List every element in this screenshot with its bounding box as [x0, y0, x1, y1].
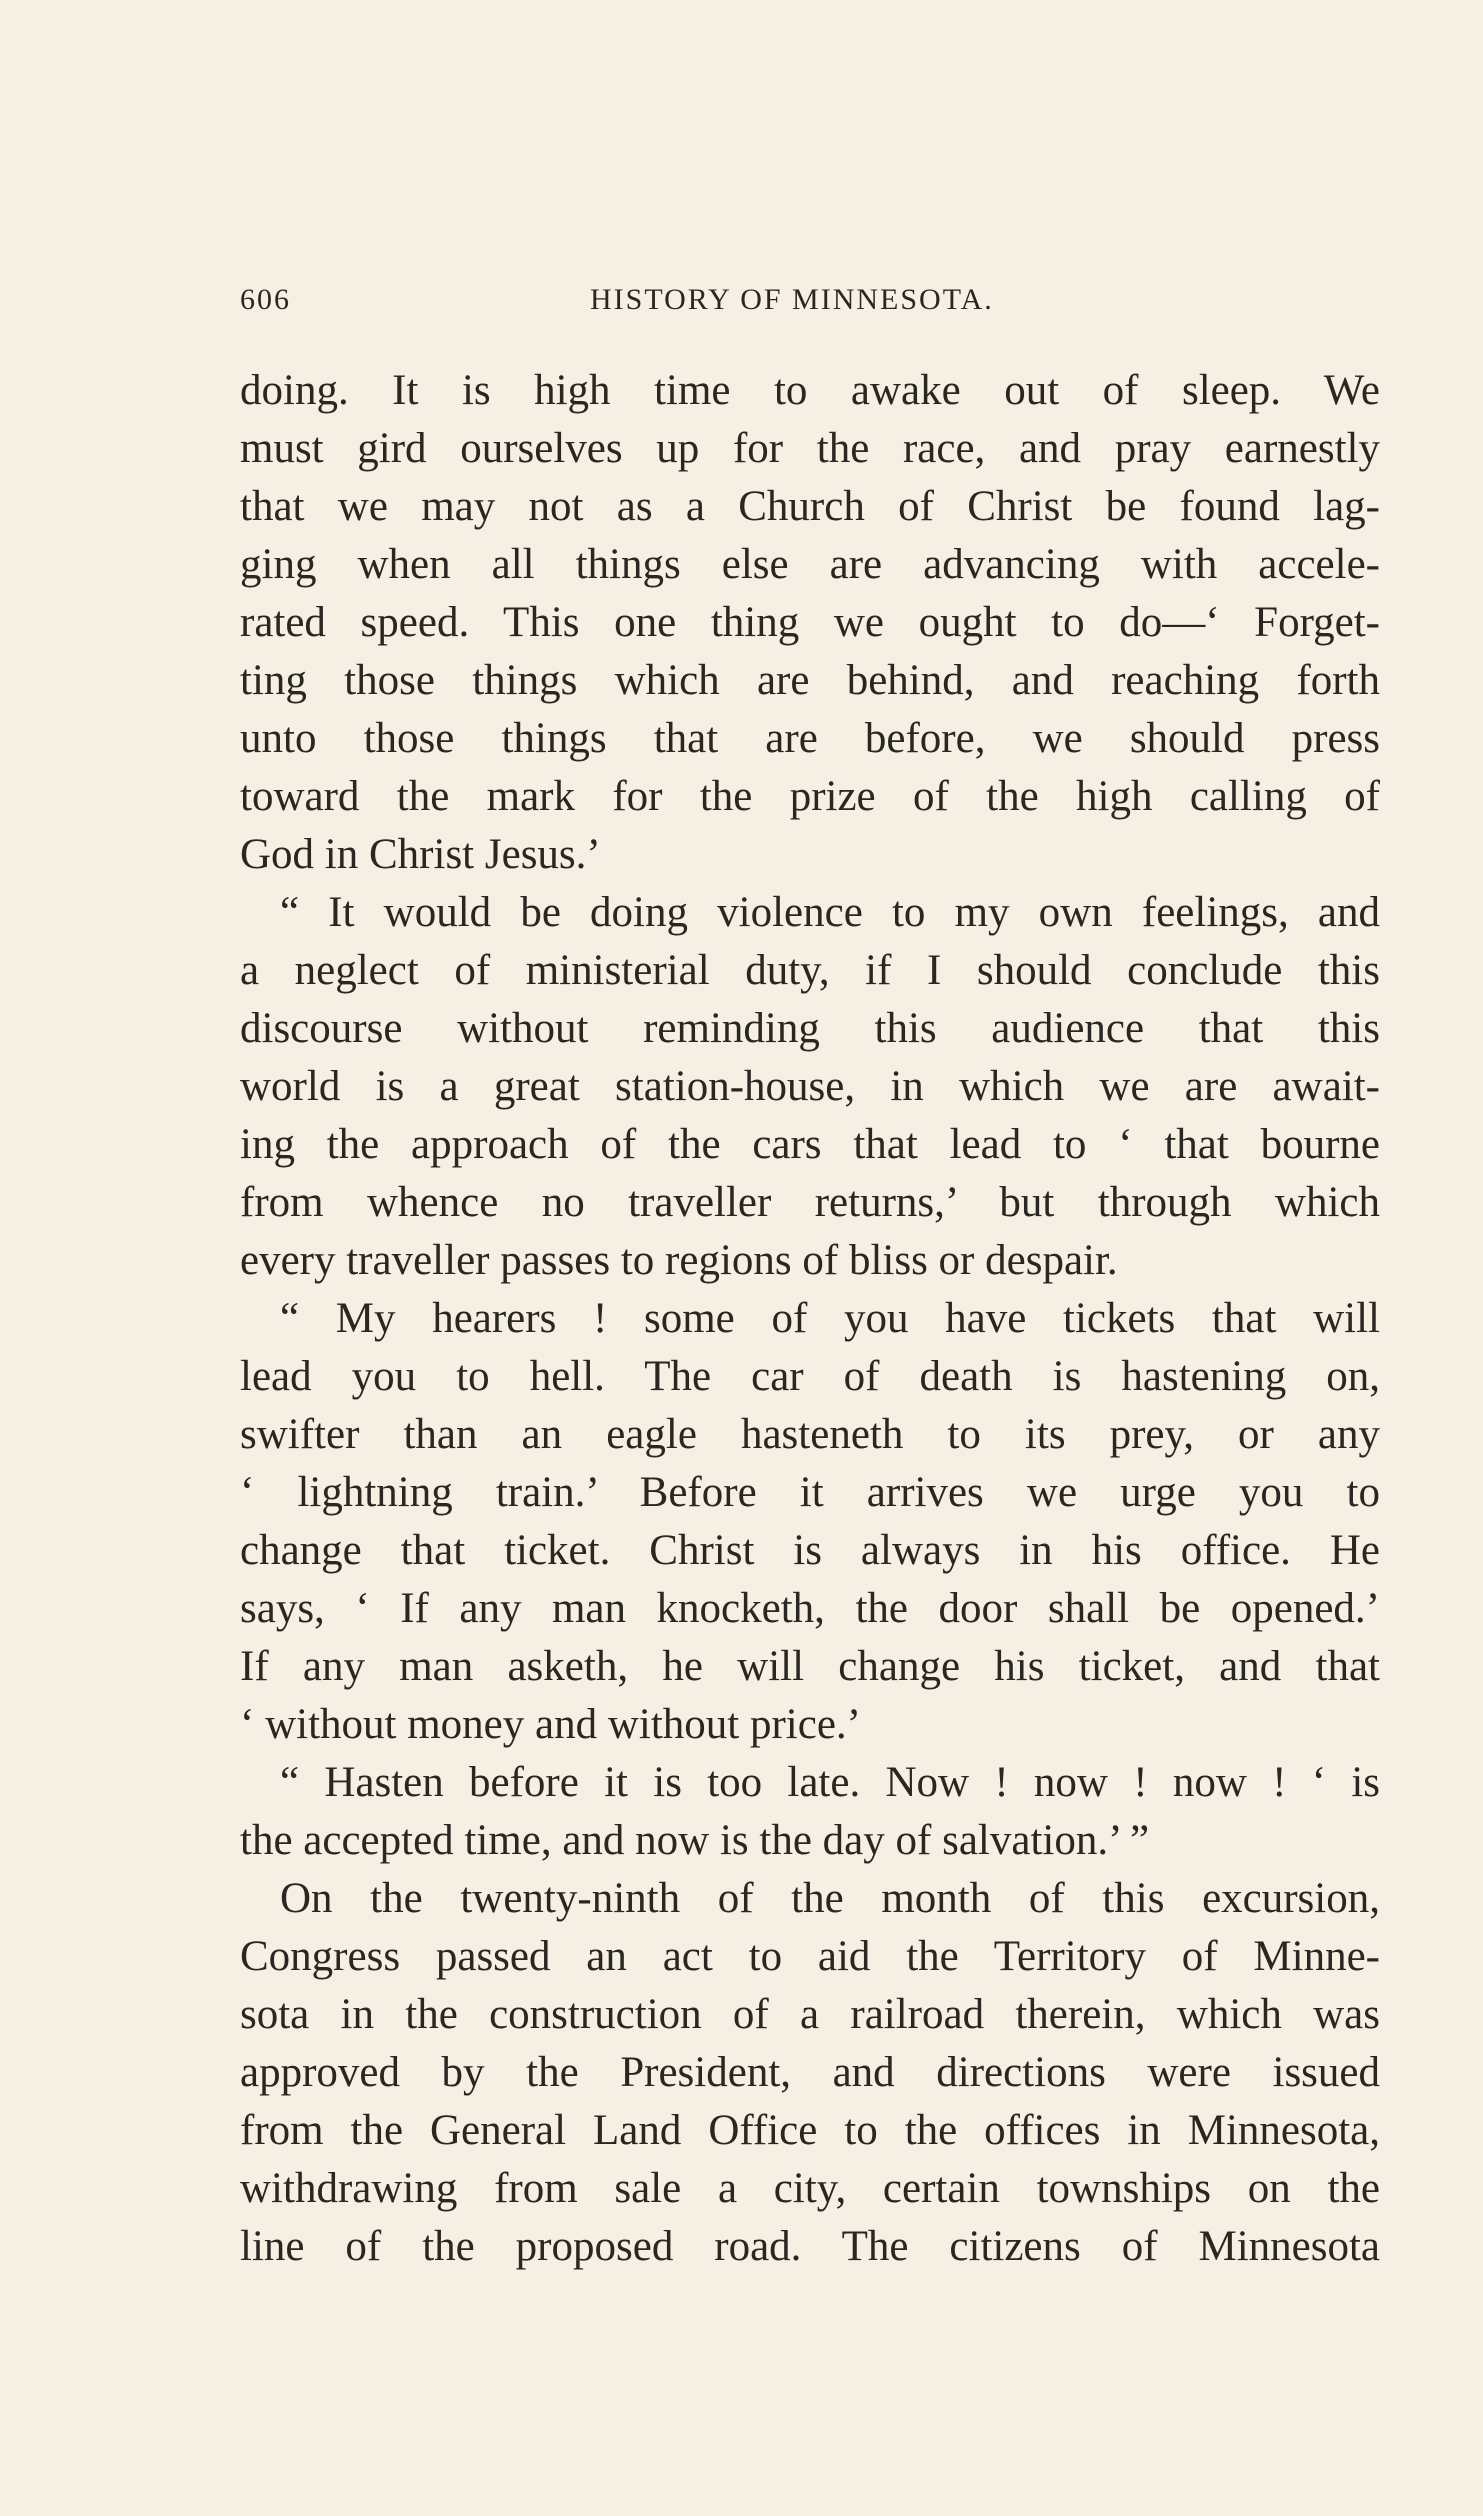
page-number: 606: [240, 283, 291, 316]
text-line: withdrawing from sale a city, certain townships on the: [240, 2165, 1380, 2212]
text-line: ‘ without money and without price.’: [240, 1701, 861, 1748]
body-text: [240, 362, 1380, 2276]
text-line: sota in the construction of a railroad therein, which was: [240, 1991, 1380, 2038]
text-line: doing. It is high time to awake out of sleep. We: [240, 367, 1380, 414]
text-line: swifter than an eagle hasteneth to its prey, or any: [240, 1411, 1380, 1458]
text-line: God in Christ Jesus.’: [240, 831, 601, 878]
text-line: says, ‘ If any man knocketh, the door shall be opened.’: [240, 1585, 1380, 1632]
running-head: [240, 283, 1380, 333]
text-line: toward the mark for the prize of the high calling of: [240, 773, 1380, 820]
text-line: unto those things that are before, we should press: [240, 715, 1380, 762]
text-line: from whence no traveller returns,’ but through which: [240, 1179, 1380, 1226]
text-line: a neglect of ministerial duty, if I should conclude this: [240, 947, 1380, 994]
text-line: ing the approach of the cars that lead to ‘ that bourne: [240, 1121, 1380, 1168]
text-line: “ Hasten before it is too late. Now ! now ! now ! ‘ is: [280, 1759, 1380, 1806]
text-line: On the twenty-ninth of the month of this excursion,: [280, 1875, 1380, 1922]
text-line: approved by the President, and directions were issued: [240, 2049, 1380, 2096]
text-line: change that ticket. Christ is always in his office. He: [240, 1527, 1380, 1574]
text-line: rated speed. This one thing we ought to do—‘ Forget-: [240, 599, 1380, 646]
text-line: lead you to hell. The car of death is hastening on,: [240, 1353, 1380, 1400]
text-line: line of the proposed road. The citizens of Minnesota: [240, 2223, 1380, 2270]
text-line: that we may not as a Church of Christ be found lag-: [240, 483, 1380, 530]
text-line: must gird ourselves up for the race, and pray earnestly: [240, 425, 1380, 472]
text-line: world is a great station-house, in which we are await-: [240, 1063, 1380, 1110]
text-line: ting those things which are behind, and reaching forth: [240, 657, 1380, 704]
text-line: ‘ lightning train.’ Before it arrives we urge you to: [240, 1469, 1380, 1516]
text-line: Congress passed an act to aid the Territory of Minne-: [240, 1933, 1380, 1980]
running-title: HISTORY OF MINNESOTA.: [590, 283, 994, 316]
text-line: “ My hearers ! some of you have tickets that will: [280, 1295, 1380, 1342]
text-line: If any man asketh, he will change his ticket, and that: [240, 1643, 1380, 1690]
text-line: discourse without reminding this audience that this: [240, 1005, 1380, 1052]
text-line: the accepted time, and now is the day of salvation.’ ”: [240, 1817, 1150, 1864]
text-line: ging when all things else are advancing with accele-: [240, 541, 1380, 588]
text-line: from the General Land Office to the offices in Minnesota,: [240, 2107, 1380, 2154]
text-line: every traveller passes to regions of bliss or despair.: [240, 1237, 1118, 1284]
text-line: “ It would be doing violence to my own feelings, and: [280, 889, 1380, 936]
